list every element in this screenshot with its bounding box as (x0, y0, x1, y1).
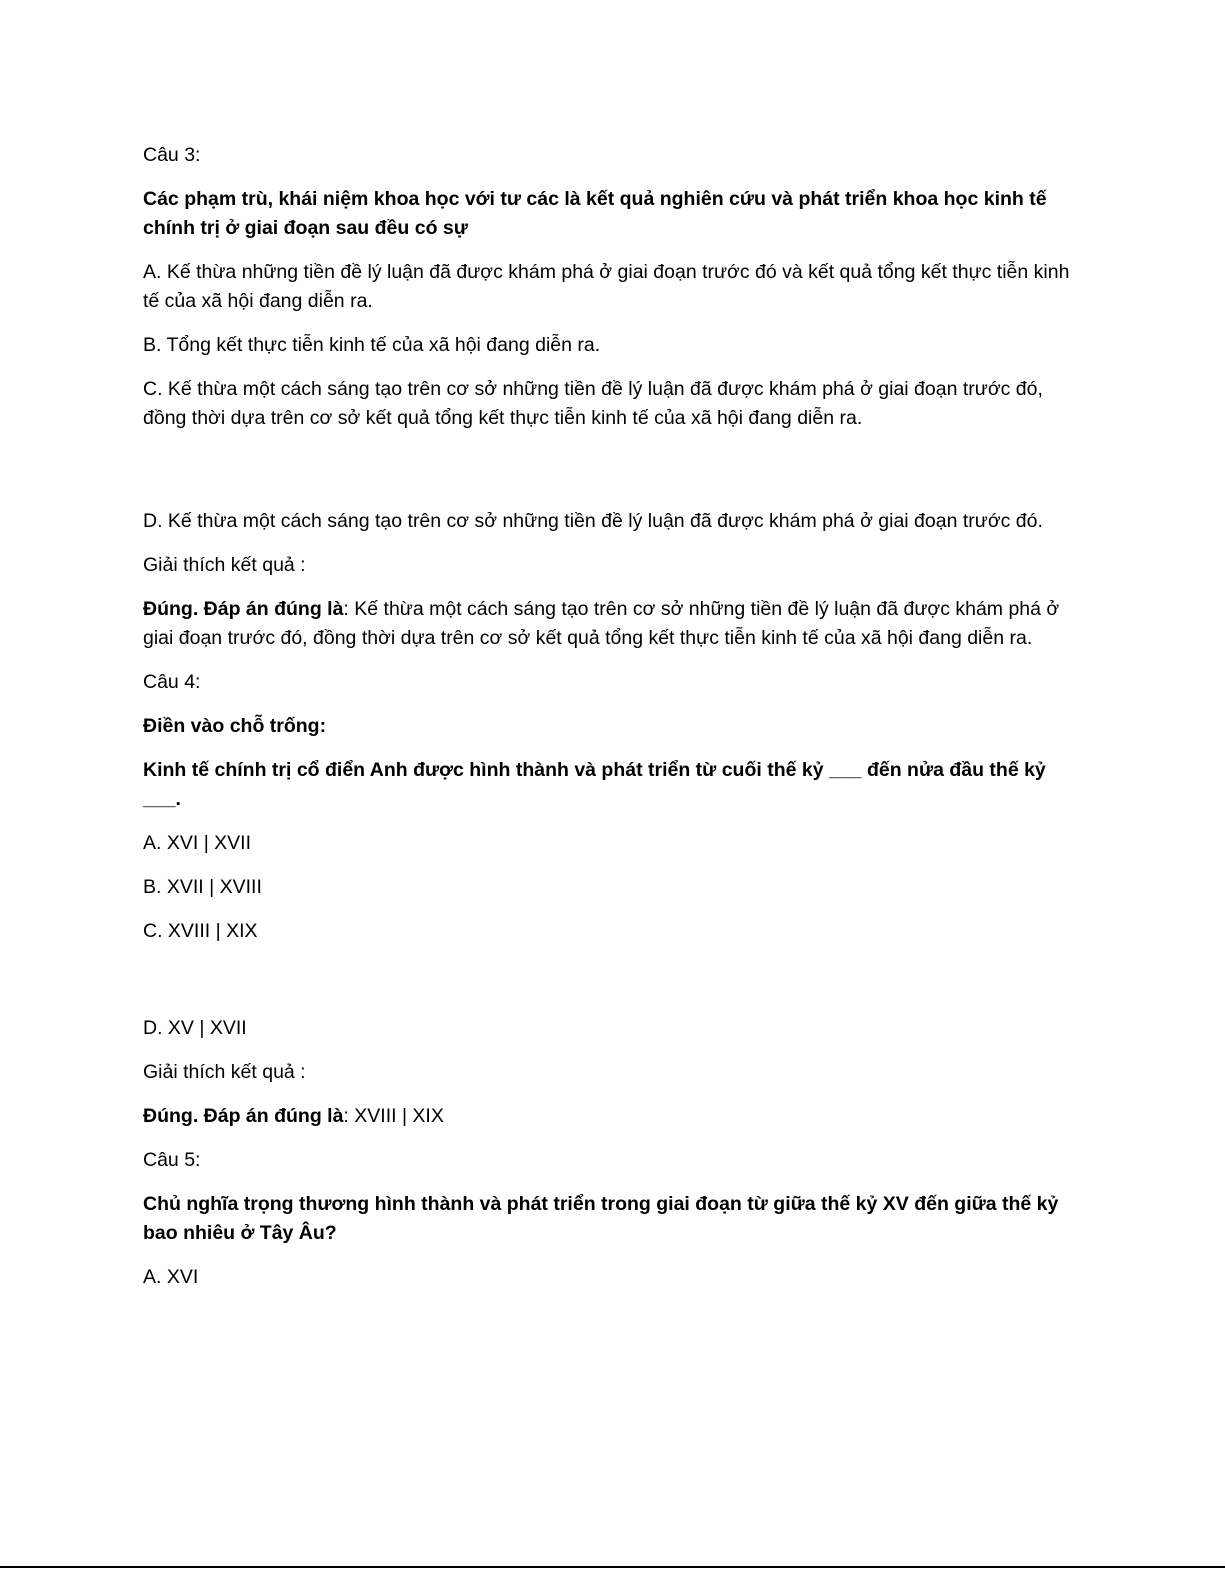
question-5-text: Chủ nghĩa trọng thương hình thành và phát triển trong giai đoạn từ giữa thế kỷ XV đến giữa thế kỷ bao nhiêu ở Tây Âu? (143, 1193, 1059, 1244)
question-4-option-b: B. XVII | XVIII (143, 876, 262, 898)
question-3-answer (143, 595, 1073, 653)
question-3-option-d: D. Kế thừa một cách sáng tạo trên cơ sở những tiền đề lý luận đã được khám phá ở giai đoạn trước đó. (143, 510, 1043, 532)
question-3-text: Các phạm trù, khái niệm khoa học với tư các là kết quả nghiên cứu và phát triển khoa học kinh tế chính trị ở giai đoạn sau đều có sự (143, 188, 1047, 239)
question-4-option-d: D. XV | XVII (143, 1017, 247, 1039)
question-4-text: Kinh tế chính trị cổ điển Anh được hình thành và phát triển từ cuối thế kỷ ___ đến nửa đầu thế kỷ ___. (143, 759, 1046, 810)
page-bottom-border (0, 1566, 1225, 1568)
question-4-answer (143, 1102, 1073, 1131)
question-4-label: Câu 4: (143, 671, 201, 693)
answer-text: : XVIII | XIX (343, 1105, 444, 1127)
question-3-option-a: A. Kế thừa những tiền đề lý luận đã được khám phá ở giai đoạn trước đó và kết quả tổng kết thực tiễn kinh tế của xã hội đang diễn ra. (143, 261, 1070, 312)
question-3-option-b: B. Tổng kết thực tiễn kinh tế của xã hội đang diễn ra. (143, 334, 601, 356)
question-3-explain-label: Giải thích kết quả : (143, 554, 306, 576)
answer-prefix: Đúng. Đáp án đúng là (143, 1105, 344, 1127)
answer-text: : Kế thừa một cách sáng tạo trên cơ sở những tiền đề lý luận đã được khám phá ở giai đoạn trước đó, đồng thời dựa trên cơ sở kết quả tổng kết thực tiễn kinh tế của xã hội đang diễn ra. (143, 598, 1060, 649)
question-3-option-c: C. Kế thừa một cách sáng tạo trên cơ sở những tiền đề lý luận đã được khám phá ở giai đoạn trước đó, đồng thời dựa trên cơ sở kết quả tổng kết thực tiễn kinh tế của xã hội đang diễn ra. (143, 378, 1043, 429)
question-3-label: Câu 3: (143, 144, 201, 166)
spacer (143, 448, 1073, 507)
question-4-option-a: A. XVI | XVII (143, 832, 252, 854)
question-4-explain-label: Giải thích kết quả : (143, 1061, 306, 1083)
spacer (143, 961, 1073, 1014)
question-4-option-c: C. XVIII | XIX (143, 920, 258, 942)
answer-prefix: Đúng. Đáp án đúng là (143, 598, 344, 620)
question-5-option-a: A. XVI (143, 1266, 199, 1288)
question-4-instruction: Điền vào chỗ trống: (143, 715, 327, 737)
question-5-label: Câu 5: (143, 1149, 201, 1171)
document-content (143, 141, 1073, 1307)
